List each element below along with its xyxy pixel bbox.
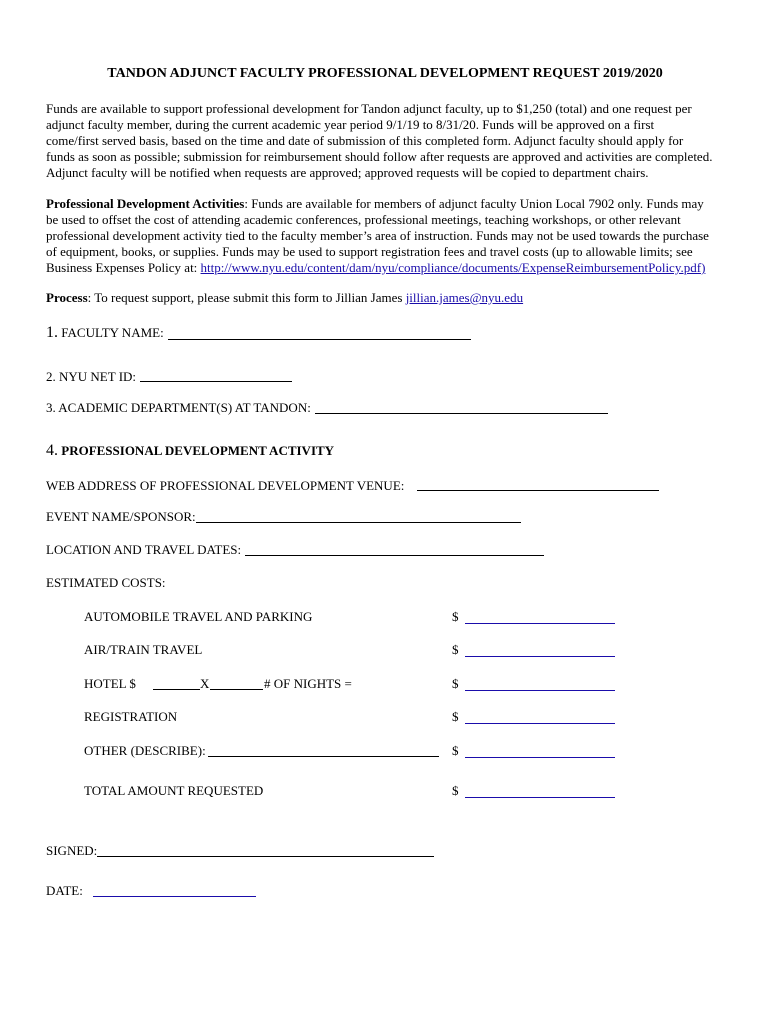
intro-line: Adjunct faculty will be notified when requests are approved; approved requests will be copied to department chairs. (46, 165, 649, 180)
currency-sign: $ (452, 609, 459, 624)
other-label: OTHER (DESCRIBE): (84, 743, 206, 758)
pda-line: : Funds are available for members of adjunct faculty Union Local 7902 only. Funds may (244, 196, 704, 211)
process-line (46, 290, 523, 306)
pda-paragraph (46, 196, 726, 276)
net-id-field[interactable] (140, 381, 292, 382)
faculty-name-text: FACULTY NAME: (61, 325, 164, 340)
hotel-rate-field[interactable] (153, 689, 200, 690)
hotel-nights-label: # OF NIGHTS = (264, 676, 352, 691)
currency-sign: $ (452, 676, 459, 691)
intro-line: funds as soon as possible; submission for reimbursement should follow after requests are approved and activities are completed. (46, 149, 713, 164)
activity-heading: PROFESSIONAL DEVELOPMENT ACTIVITY (61, 443, 335, 458)
process-heading: Process (46, 290, 88, 305)
pda-line: Business Expenses Policy at: (46, 260, 201, 275)
faculty-number: 1. (46, 324, 58, 341)
intro-line: Funds are available to support professional development for Tandon adjunct faculty, up to $1,250 (total) and one request per (46, 101, 692, 116)
date-label: DATE: (46, 883, 83, 898)
currency-sign: $ (452, 642, 459, 657)
web-address-field[interactable] (417, 490, 659, 491)
location-field[interactable] (245, 555, 544, 556)
form-title: TANDON ADJUNCT FACULTY PROFESSIONAL DEVELOPMENT REQUEST 2019/2020 (107, 66, 663, 81)
event-name-label: EVENT NAME/SPONSOR: (46, 509, 196, 524)
registration-amount-field[interactable] (465, 723, 615, 724)
air-train-amount-field[interactable] (465, 656, 615, 657)
automobile-label: AUTOMOBILE TRAVEL AND PARKING (84, 609, 313, 624)
intro-line: come/first served basis, based on the time and date of submission of this completed form. Adjunct faculty should apply for (46, 133, 684, 148)
air-train-label: AIR/TRAIN TRAVEL (84, 642, 203, 657)
activity-heading-row (46, 442, 334, 460)
estimated-costs-label: ESTIMATED COSTS: (46, 575, 166, 590)
department-label: 3. ACADEMIC DEPARTMENT(S) AT TANDON: (46, 400, 311, 415)
department-field[interactable] (315, 413, 608, 414)
faculty-name-field[interactable] (168, 339, 471, 340)
date-field[interactable] (93, 896, 256, 897)
hotel-nights-field[interactable] (210, 689, 263, 690)
automobile-amount-field[interactable] (465, 623, 615, 624)
other-description-field[interactable] (208, 756, 439, 757)
net-id-label: 2. NYU NET ID: (46, 369, 137, 384)
registration-label: REGISTRATION (84, 709, 178, 724)
event-name-field[interactable] (196, 522, 521, 523)
signature-field[interactable] (97, 856, 434, 857)
faculty-name-label (46, 324, 164, 342)
intro-paragraph (46, 101, 726, 181)
email-link[interactable]: jillian.james@nyu.edu (405, 290, 524, 305)
other-amount-field[interactable] (465, 757, 615, 758)
process-text: : To request support, please submit this form to Jillian James (87, 290, 406, 305)
signed-label: SIGNED: (46, 843, 98, 858)
pda-heading: Professional Development Activities (46, 196, 245, 211)
currency-sign: $ (452, 743, 459, 758)
total-label: TOTAL AMOUNT REQUESTED (84, 783, 264, 798)
pda-line: professional development activity tied to the faculty member’s area of instruction. Funds may not be used towards the purchase (46, 228, 709, 243)
currency-sign: $ (452, 783, 459, 798)
currency-sign: $ (452, 709, 459, 724)
web-address-label: WEB ADDRESS OF PROFESSIONAL DEVELOPMENT VENUE: (46, 478, 405, 493)
hotel-label: HOTEL $ (84, 676, 136, 691)
pda-line: be used to offset the cost of attending academic conferences, professional meetings, teaching workshops, or other relevant (46, 212, 681, 227)
activity-number: 4. (46, 442, 58, 459)
location-label: LOCATION AND TRAVEL DATES: (46, 542, 242, 557)
total-amount-field[interactable] (465, 797, 615, 798)
hotel-amount-field[interactable] (465, 690, 615, 691)
expense-policy-link[interactable]: http://www.nyu.edu/content/dam/nyu/compliance/documents/ExpenseReimbursementPolicy.pdf) (200, 260, 706, 275)
intro-line: adjunct faculty member, during the current academic year period 9/1/19 to 8/31/20. Funds will be approved on a first (46, 117, 655, 132)
hotel-x-label: X (200, 676, 210, 691)
pda-line: of equipment, books, or supplies. Funds may be used to support registration fees and travel costs (up to allowable limits; see (46, 244, 693, 259)
